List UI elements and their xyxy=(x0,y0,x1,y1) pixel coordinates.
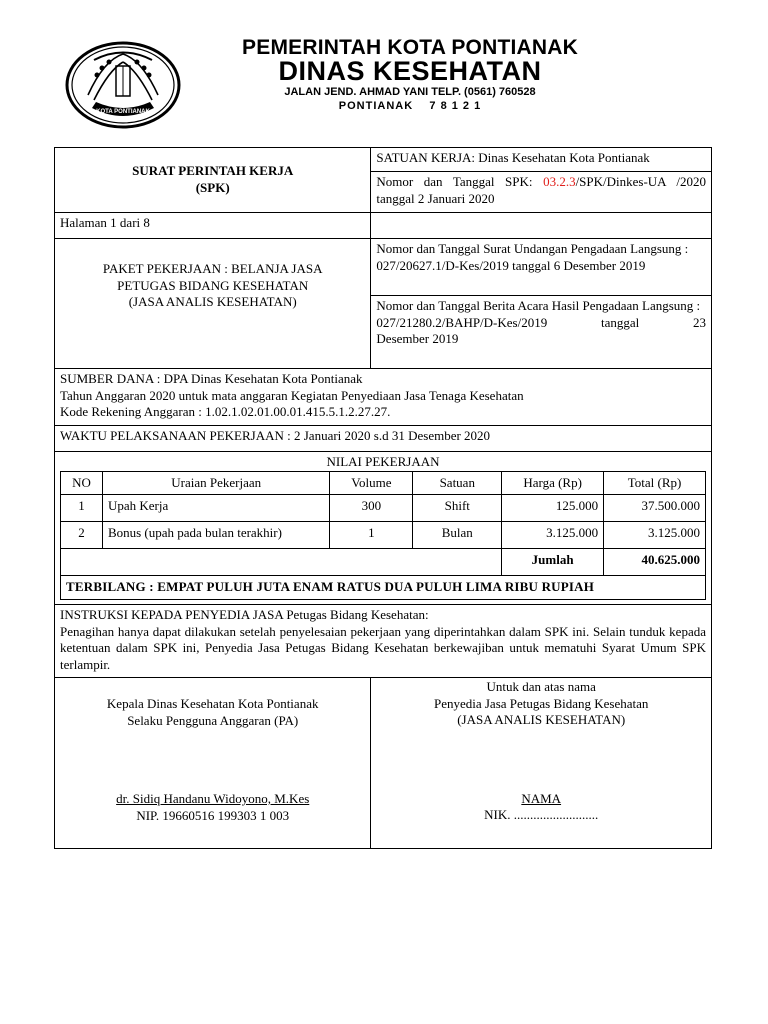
undangan-value: 027/20627.1/D-Kes/2019 tanggal 6 Desember 2019 xyxy=(376,257,646,273)
cell-no: 2 xyxy=(61,522,103,549)
instruksi-body: Penagihan hanya dapat dilakukan setelah penyelesaian pekerjaan yang diperintahkan dalam SPK ini. Selain tunduk kepada ketentuan dalam SPK ini, Penyedia Jasa Petugas Bidang Kesehatan berkewajiban untuk mematuhi Syarat Umum SPK terlampir. xyxy=(60,623,706,672)
signature-right-nik: NIK. .......................... xyxy=(484,807,599,823)
signature-left-title: Kepala Dinas Kesehatan Kota Pontianak xyxy=(106,695,319,711)
header-uraian: Uraian Pekerjaan xyxy=(102,471,329,495)
sumber-line-2: Tahun Anggaran 2020 untuk mata anggaran Kegiatan Penyediaan Jasa Tenaga Kesehatan xyxy=(60,387,524,403)
nomor-spk-label: Nomor dan Tanggal SPK: xyxy=(376,174,544,189)
surat-undangan xyxy=(371,239,712,296)
instruksi-title: INSTRUKSI KEPADA PENYEDIA JASA Petugas Bidang Kesehatan: xyxy=(60,606,429,622)
berita-month: Desember 2019 xyxy=(376,331,459,347)
nilai-title: NILAI PEKERJAAN xyxy=(326,454,440,469)
spk-title-cell xyxy=(55,148,371,213)
berita-label: Nomor dan Tanggal Berita Acara Hasil Pengadaan Langsung : xyxy=(376,298,701,313)
paket-line-3: (JASA ANALIS KESEHATAN) xyxy=(128,294,297,310)
signature-right-title: Penyedia Jasa Petugas Bidang Kesehatan xyxy=(433,695,649,711)
nilai-pekerjaan-section xyxy=(55,452,712,605)
sumber-line-1: SUMBER DANA : DPA Dinas Kesehatan Kota Pontianak xyxy=(60,371,363,386)
jumlah-spacer xyxy=(61,549,502,576)
signature-right-role: (JASA ANALIS KESEHATAN) xyxy=(457,712,626,728)
cell-satuan: Bulan xyxy=(413,522,502,549)
nomor-spk-rest: /SPK/Dinkes-UA /2020 tanggal 2 Januari 2020 xyxy=(376,174,706,206)
berita-day: 23 xyxy=(692,314,706,330)
paket-line-1: PAKET PEKERJAAN : BELANJA JASA xyxy=(102,261,323,276)
signature-left-nip: NIP. 19660516 199303 1 003 xyxy=(136,807,290,823)
table-row xyxy=(61,495,706,522)
signature-left xyxy=(55,677,371,848)
nilai-table xyxy=(60,471,706,600)
signature-left-role: Selaku Pengguna Anggaran (PA) xyxy=(127,712,299,728)
cell-no: 1 xyxy=(61,495,103,522)
satuan-kerja: SATUAN KERJA: Dinas Kesehatan Kota Pontianak xyxy=(371,148,712,172)
undangan-label: Nomor dan Tanggal Surat Undangan Pengadaan Langsung : xyxy=(376,241,689,256)
nilai-header-row xyxy=(61,471,706,495)
signature-right-name: NAMA xyxy=(521,790,562,806)
header-satuan: Satuan xyxy=(413,471,502,495)
header-volume: Volume xyxy=(330,471,413,495)
cell-satuan: Shift xyxy=(413,495,502,522)
empty-cell xyxy=(371,213,712,239)
paket-pekerjaan xyxy=(55,239,371,369)
spk-form xyxy=(54,147,712,849)
table-row xyxy=(61,522,706,549)
signature-right-intro: Untuk dan atas nama xyxy=(486,678,596,694)
signature-right xyxy=(371,677,712,848)
cell-harga: 125.000 xyxy=(502,495,604,522)
address-line: JALAN JEND. AHMAD YANI TELP. (0561) 760528 xyxy=(284,86,536,98)
paket-line-2: PETUGAS BIDANG KESEHATAN xyxy=(117,277,309,293)
berita-number: 027/21280.2/BAHP/D-Kes/2019 xyxy=(376,314,548,330)
header-harga: Harga (Rp) xyxy=(502,471,604,495)
nomor-spk xyxy=(371,172,712,213)
jumlah-row xyxy=(61,549,706,576)
berita-acara xyxy=(371,296,712,369)
cell-uraian: Upah Kerja xyxy=(102,495,329,522)
halaman: Halaman 1 dari 8 xyxy=(55,213,371,239)
berita-value-line xyxy=(376,315,706,332)
spk-subtitle: (SPK) xyxy=(195,180,230,195)
terbilang-row xyxy=(61,576,706,600)
jumlah-label: Jumlah xyxy=(502,549,604,576)
sumber-dana xyxy=(55,369,712,426)
header-total: Total (Rp) xyxy=(604,471,706,495)
header-no: NO xyxy=(61,471,103,495)
instruksi-section xyxy=(55,604,712,677)
government-title: PEMERINTAH KOTA PONTIANAK xyxy=(242,36,578,59)
city-line: PONTIANAK 7 8 1 2 1 xyxy=(338,100,482,112)
nomor-spk-code: 03.2.3 xyxy=(543,174,576,189)
waktu-pelaksanaan: WAKTU PELAKSANAAN PEKERJAAN : 2 Januari 2020 s.d 31 Desember 2020 xyxy=(55,426,712,452)
department-title: DINAS KESEHATAN xyxy=(278,56,542,86)
cell-total: 37.500.000 xyxy=(604,495,706,522)
svg-text:KOTA PONTIANAK: KOTA PONTIANAK xyxy=(96,109,150,115)
sumber-line-3: Kode Rekening Anggaran : 1.02.1.02.01.00.01.415.5.1.2.27.27. xyxy=(60,404,391,420)
jumlah-value: 40.625.000 xyxy=(604,549,706,576)
cell-volume: 1 xyxy=(330,522,413,549)
cell-volume: 300 xyxy=(330,495,413,522)
terbilang: TERBILANG : EMPAT PULUH JUTA ENAM RATUS DUA PULUH LIMA RIBU RUPIAH xyxy=(61,576,706,600)
berita-tanggal: tanggal xyxy=(600,314,640,330)
cell-harga: 3.125.000 xyxy=(502,522,604,549)
cell-total: 3.125.000 xyxy=(604,522,706,549)
signature-left-name: dr. Sidiq Handanu Widoyono, M.Kes xyxy=(116,791,310,807)
letterhead xyxy=(0,0,768,140)
cell-uraian: Bonus (upah pada bulan terakhir) xyxy=(102,522,329,549)
spk-title: SURAT PERINTAH KERJA xyxy=(132,163,294,179)
